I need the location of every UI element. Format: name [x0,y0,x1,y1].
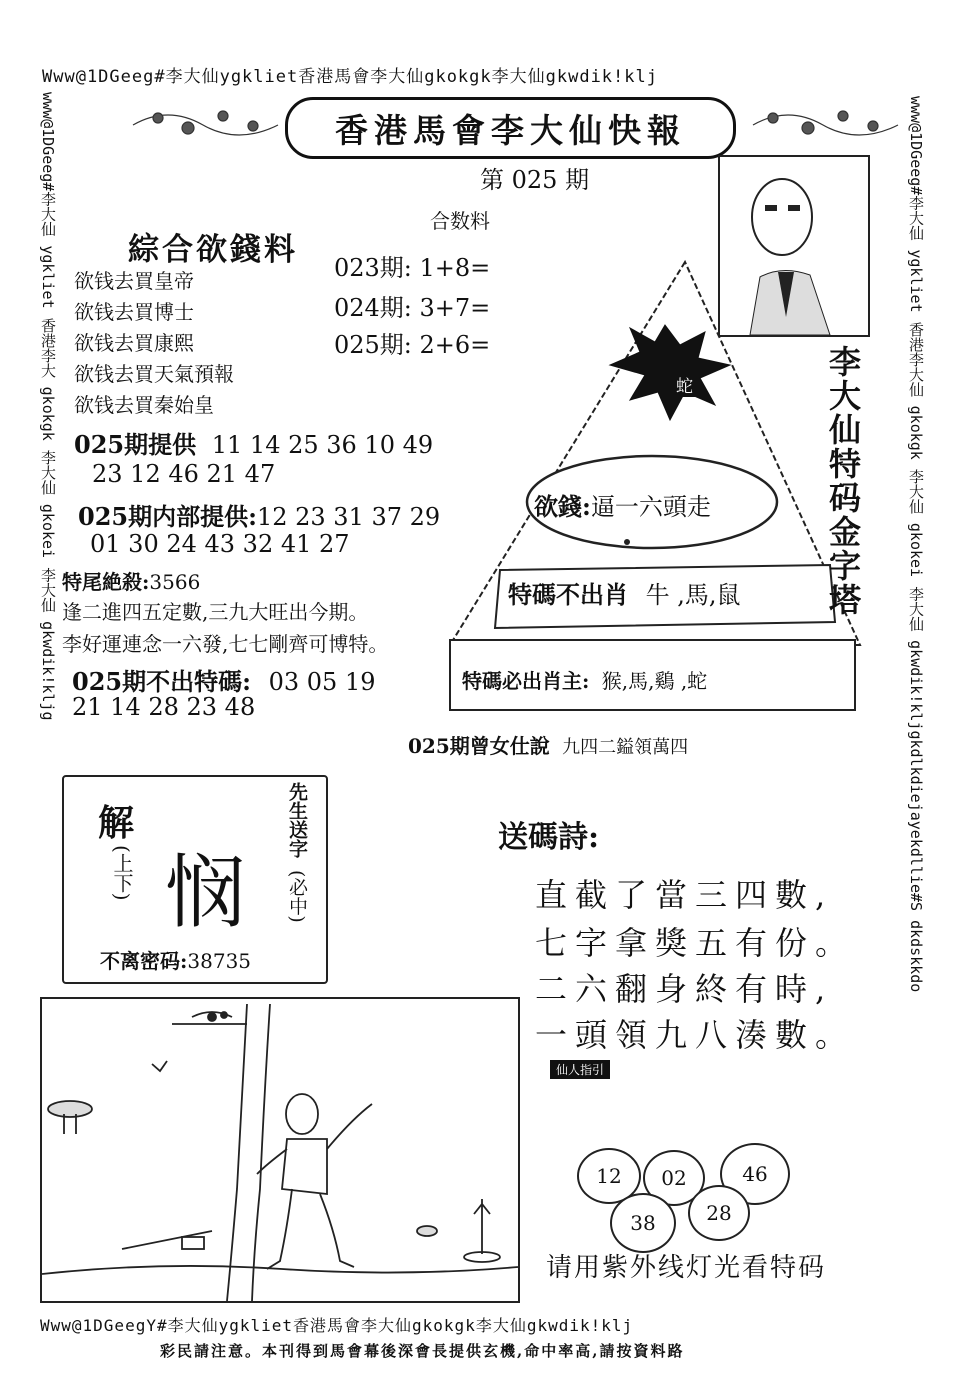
poem-line: 二六翻身終有時, [535,970,834,1008]
nochu-numbers: 03 05 19 [268,668,376,696]
heshu-label: 合数料 [430,209,490,233]
nochu-line [72,662,375,697]
provide-label: 025期提供 [74,430,197,459]
nochu-numbers-2: 21 14 28 23 48 [72,693,256,721]
internal-numbers: 12 23 31 37 29 [256,503,441,531]
heshu-row: 024期: 3+7= [334,294,491,322]
tewei-line [62,566,200,595]
riddle-code: 38735 [187,949,252,973]
zonghe-item: 欲钱去買天氣預報 [74,362,234,386]
verse-2: 好運連念一六發,七七剛齊可博特。 [82,632,389,656]
internal-label: 025期内部提供: [78,502,257,531]
heshu-row: 023期: 1+8= [334,254,491,282]
poem-line: 七字拿獎五有份。 [535,924,856,962]
watermark-left: www@1DGeeg#李大仙 ygkliet 香港李大 gkokgk 李大仙 gkokei 李大仙 gkwdik!kljg [39,92,57,721]
illustration-frame [40,997,520,1303]
boy-tree-illustration [42,999,518,1301]
internal-line [78,497,440,532]
number-ball: 28 [688,1185,750,1241]
poem-stamp: 仙人指引 [550,1060,610,1079]
buchu-value: 牛 ,馬,鼠 [645,581,741,609]
riddle-bizhong: (必中) [286,870,308,923]
watermark-right: www@1DGeeg#李大仙 ygkliet 香港李大仙 gkokgk 李大仙 gkokei 李大仙 gkwdik!kljgkdlkdiejayekdllie#S dkdskkdo [907,96,925,993]
riddle-side: 先生送字 [286,782,308,858]
bichu-line [462,665,707,694]
zonghe-item: 欲钱去買博士 [74,300,194,324]
provide-line [74,425,433,460]
poem-title: 送碼詩: [498,820,600,855]
uv-hint: 请用紫外线灯光看特码 [546,1253,827,1283]
bichu-value: 猴,馬,鷄 ,蛇 [601,669,708,693]
number-ball: 12 [577,1148,641,1204]
burst-text: 蛇 [674,372,695,397]
riddle-char: 悯 [165,846,245,939]
bichu-label: 特碼必出肖主: [462,669,590,693]
watermark-bottom: Www@1DGeegY#李大仙ygkliet香港馬會李大仙gkokgk李大仙gkwdik!klj [40,1316,634,1335]
riddle-code-line [100,945,251,974]
yuqian-label: 欲錢: [534,492,591,521]
tewei-value: 3566 [149,570,201,594]
tewei-label: 特尾絶殺: [62,570,150,594]
number-ball: 38 [610,1193,676,1253]
provide-numbers-2: 23 12 46 21 47 [92,460,276,488]
verse-2-prefix: 李 [62,632,82,656]
heshu-row: 025期: 2+6= [334,331,491,359]
buchu-label: 特碼不出肖 [508,580,628,609]
page-title: 香港馬會李大仙快報 [285,97,736,159]
zonghe-title: 綜合欲錢料 [128,232,298,268]
yuqian-value: 逼一六頭走 [590,493,711,521]
zeng-line [408,730,688,759]
riddle-shangxia: (上下) [110,845,134,901]
footer-notice: 彩民請注意。本刊得到馬會幕後深會長提供玄機,命中率高,請按資料路 [160,1342,685,1360]
zonghe-item: 欲钱去買秦始皇 [74,393,214,417]
pyramid-side-title: 李大仙特码金字塔 [824,345,862,617]
watermark-top: Www@1DGeeg#李大仙ygkliet香港馬會李大仙gkokgk李大仙gkwdik!klj [42,67,658,87]
verse-2-line [62,628,388,657]
riddle-code-label: 不离密码: [100,949,188,973]
riddle-jie: 解 [98,802,135,844]
poem-line: 一頭領九八湊數。 [535,1016,856,1054]
verse-1: 逢二進四五定數,三九大旺出今期。 [62,600,369,624]
number-ball: 46 [720,1143,790,1205]
nochu-label: 025期不出特碼: [72,667,251,696]
buchu-line [508,575,741,610]
zeng-label: 025期曾女仕說 [408,734,550,758]
number-ball: 02 [643,1150,705,1206]
issue-number: 第 025 期 [480,166,590,194]
provide-numbers: 11 14 25 36 10 49 [211,431,434,459]
yuqian-line [534,487,711,522]
zonghe-item: 欲钱去買皇帝 [74,269,194,293]
internal-numbers-2: 01 30 24 43 32 41 27 [90,530,350,558]
zeng-value: 九四二鎰領萬四 [562,737,689,758]
poem-line: 直截了當三四數, [535,876,834,914]
zonghe-item: 欲钱去買康熙 [74,331,194,355]
